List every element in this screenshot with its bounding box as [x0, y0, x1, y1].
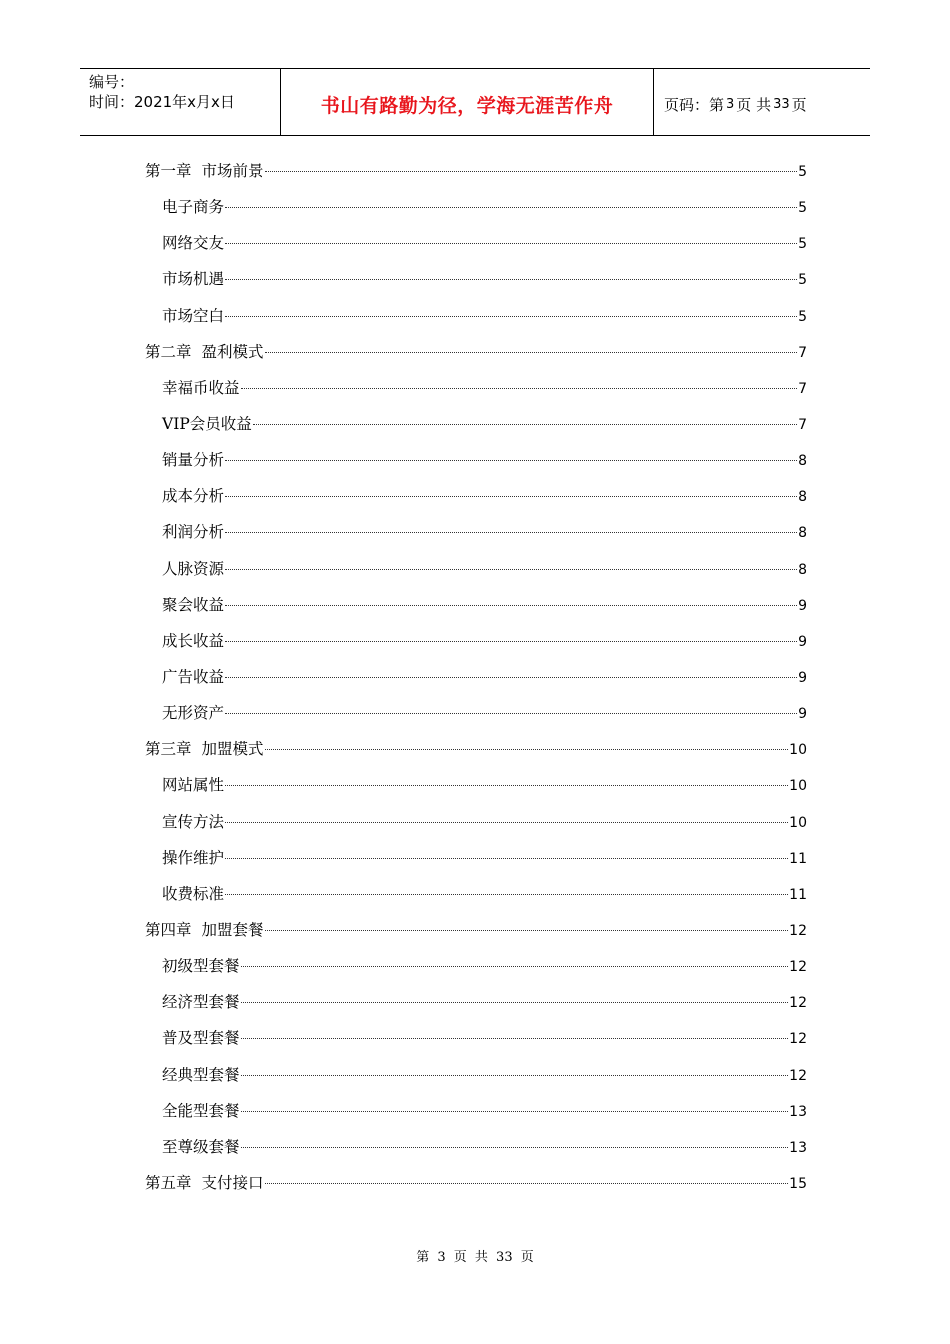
- toc-dot-leader: [241, 1038, 789, 1039]
- toc-entry-title: [162, 483, 224, 509]
- toc-section-entry[interactable]: [145, 628, 807, 664]
- toc-dot-leader: [225, 894, 788, 895]
- toc-page-number: 7: [798, 344, 807, 361]
- toc-section-entry[interactable]: [145, 375, 807, 411]
- toc-page-number: 10: [789, 778, 807, 795]
- toc-entry-title: [162, 230, 224, 256]
- toc-page-number: 11: [789, 886, 807, 903]
- toc-dot-leader: [225, 496, 797, 497]
- header-motto: 书山有路勤为径，学海无涯苦作舟: [320, 94, 614, 117]
- toc-page-number: 13: [789, 1139, 807, 1156]
- toc-section-entry[interactable]: [145, 592, 807, 628]
- toc-dot-leader: [265, 930, 789, 931]
- toc-entry-label: 人脉资源: [162, 559, 225, 578]
- toc-dot-leader: [241, 388, 798, 389]
- toc-dot-leader: [225, 279, 797, 280]
- page-header: [80, 68, 870, 136]
- toc-entry-title: [162, 556, 224, 582]
- page-current: 3: [726, 96, 735, 112]
- toc-page-number: 12: [789, 959, 807, 976]
- toc-section-entry[interactable]: [145, 230, 807, 266]
- toc-page-number: 8: [798, 453, 807, 470]
- toc-entry-subtitle: 加盟模式: [201, 740, 264, 759]
- toc-dot-leader: [225, 713, 797, 714]
- toc-section-entry[interactable]: [145, 664, 807, 700]
- toc-section-entry[interactable]: [145, 953, 807, 989]
- toc-entry-label: VIP会员收益: [162, 414, 252, 433]
- toc-entry-title: [162, 266, 224, 292]
- toc-entry-label: 电子商务: [162, 198, 225, 217]
- toc-page-number: 9: [798, 706, 807, 723]
- toc-page-number: 7: [798, 380, 807, 397]
- toc-entry-title: [162, 700, 224, 726]
- toc-page-number: 12: [789, 922, 807, 939]
- toc-entry-label: 第五章: [145, 1173, 192, 1192]
- toc-page-number: 7: [798, 416, 807, 433]
- toc-dot-leader: [225, 532, 797, 533]
- toc-entry-title: [162, 519, 224, 545]
- header-motto-cell: [281, 69, 654, 135]
- toc-dot-leader: [265, 352, 798, 353]
- toc-section-entry[interactable]: [145, 447, 807, 483]
- toc-entry-title: [162, 809, 224, 835]
- toc-entry-title: [162, 953, 240, 979]
- toc-dot-leader: [225, 605, 797, 606]
- toc-page-number: 10: [789, 814, 807, 831]
- toc-entry-title: [145, 1170, 264, 1196]
- toc-entry-title: [162, 592, 224, 618]
- toc-entry-title: [162, 303, 224, 329]
- toc-entry-label: 第三章: [145, 740, 192, 759]
- toc-section-entry[interactable]: [145, 1134, 807, 1170]
- toc-page-number: 13: [789, 1103, 807, 1120]
- toc-entry-title: [162, 628, 224, 654]
- toc-page-number: 9: [798, 597, 807, 614]
- toc-entry-label: 利润分析: [162, 523, 225, 542]
- toc-section-entry[interactable]: [145, 1025, 807, 1061]
- toc-section-entry[interactable]: [145, 1062, 807, 1098]
- toc-entry-title: [162, 1025, 240, 1051]
- toc-page-number: 8: [798, 489, 807, 506]
- toc-section-entry[interactable]: [145, 194, 807, 230]
- page-suffix: 页: [791, 95, 807, 114]
- toc-page-number: 9: [798, 669, 807, 686]
- toc-dot-leader: [225, 858, 788, 859]
- toc-entry-label: 操作维护: [162, 848, 225, 867]
- toc-page-number: 8: [798, 561, 807, 578]
- page-mid: 页 共: [736, 95, 772, 114]
- toc-entry-label: 网络交友: [162, 234, 225, 253]
- header-meta: [80, 69, 281, 135]
- toc-entry-title: [162, 989, 240, 1015]
- toc-page-number: 5: [798, 272, 807, 289]
- toc-page-number: 12: [789, 1031, 807, 1048]
- toc-entry-label: 第一章: [145, 162, 192, 180]
- toc-dot-leader: [225, 460, 797, 461]
- header-page-indicator: [654, 69, 870, 135]
- toc-entry-label: 至尊级套餐: [162, 1137, 240, 1156]
- toc-page-number: 15: [789, 1175, 807, 1192]
- toc-dot-leader: [225, 569, 797, 570]
- toc-entry-label: 第二章: [145, 342, 192, 361]
- toc-section-entry[interactable]: [145, 989, 807, 1025]
- toc-chapter-entry[interactable]: [145, 339, 807, 375]
- toc-entry-label: 宣传方法: [162, 812, 225, 831]
- toc-entry-title: [162, 664, 224, 690]
- toc-page-number: 11: [789, 850, 807, 867]
- page-prefix: 页码：第: [664, 95, 725, 114]
- toc-chapter-entry[interactable]: [145, 1170, 807, 1206]
- toc-entry-title: [162, 845, 224, 871]
- toc-entry-label: 成本分析: [162, 487, 225, 506]
- page-total: 33: [773, 96, 790, 112]
- toc-section-entry[interactable]: [145, 772, 807, 808]
- toc-entry-label: 经典型套餐: [162, 1065, 240, 1084]
- toc-section-entry[interactable]: [145, 881, 807, 917]
- toc-entry-label: 市场机遇: [162, 270, 225, 289]
- toc-page-number: 9: [798, 633, 807, 650]
- toc-dot-leader: [253, 424, 797, 425]
- toc-section-entry[interactable]: [145, 483, 807, 519]
- toc-entry-label: 第四章: [145, 920, 192, 939]
- toc-dot-leader: [241, 1002, 789, 1003]
- page-footer: 第 3 页 共 33 页: [416, 1250, 534, 1265]
- toc-entry-label: 普及型套餐: [162, 1029, 240, 1048]
- toc-page-number: 5: [798, 308, 807, 325]
- toc-page-number: 8: [798, 525, 807, 542]
- toc-section-entry[interactable]: [145, 411, 807, 447]
- toc-entry-label: 经济型套餐: [162, 993, 240, 1012]
- toc-entry-title: [162, 1134, 240, 1160]
- toc-page-number: 10: [789, 742, 807, 759]
- toc-entry-label: 初级型套餐: [162, 957, 240, 976]
- toc-page-number: 5: [798, 236, 807, 253]
- toc-dot-leader: [265, 1183, 789, 1184]
- toc-dot-leader: [265, 749, 789, 750]
- toc-dot-leader: [241, 1111, 789, 1112]
- toc-entry-subtitle: 支付接口: [201, 1173, 264, 1192]
- table-of-contents: [145, 158, 807, 1206]
- toc-section-entry[interactable]: [145, 519, 807, 555]
- toc-section-entry[interactable]: [145, 700, 807, 736]
- toc-entry-title: [145, 736, 264, 762]
- document-number-label: 编号：: [89, 73, 135, 91]
- toc-section-entry[interactable]: [145, 556, 807, 592]
- toc-dot-leader: [225, 641, 797, 642]
- toc-dot-leader: [241, 966, 789, 967]
- toc-dot-leader: [225, 785, 788, 786]
- toc-entry-label: 聚会收益: [162, 595, 225, 614]
- toc-dot-leader: [225, 316, 797, 317]
- toc-entry-title: [162, 1098, 240, 1124]
- toc-chapter-entry[interactable]: [145, 917, 807, 953]
- toc-entry-subtitle: 加盟套餐: [201, 920, 264, 939]
- toc-entry-title: [162, 375, 240, 401]
- toc-chapter-entry[interactable]: [145, 736, 807, 772]
- toc-entry-label: 市场空白: [162, 306, 225, 325]
- toc-section-entry[interactable]: [145, 845, 807, 881]
- toc-entry-title: [162, 447, 224, 473]
- toc-entry-label: 幸福币收益: [162, 378, 240, 397]
- toc-dot-leader: [225, 822, 788, 823]
- toc-page-number: 12: [789, 1067, 807, 1084]
- toc-dot-leader: [241, 1147, 789, 1148]
- toc-section-entry[interactable]: [145, 266, 807, 302]
- toc-dot-leader: [241, 1075, 789, 1076]
- document-date: 时间：2021年x月x日: [89, 93, 235, 111]
- toc-dot-leader: [225, 207, 797, 208]
- toc-entry-title: [145, 917, 264, 943]
- toc-entry-title: [162, 411, 252, 437]
- toc-chapter-entry[interactable]: [145, 158, 807, 194]
- toc-entry-label: 销量分析: [162, 451, 225, 470]
- toc-entry-subtitle: 盈利模式: [201, 342, 264, 361]
- toc-dot-leader: [225, 677, 797, 678]
- toc-entry-label: 收费标准: [162, 884, 225, 903]
- toc-entry-label: 广告收益: [162, 667, 225, 686]
- toc-entry-label: 网站属性: [162, 776, 225, 795]
- toc-page-number: 5: [798, 200, 807, 217]
- toc-entry-subtitle: 市场前景: [201, 162, 264, 180]
- toc-entry-label: 成长收益: [162, 631, 225, 650]
- toc-page-number: 12: [789, 995, 807, 1012]
- toc-section-entry[interactable]: [145, 809, 807, 845]
- toc-entry-title: [162, 881, 224, 907]
- toc-section-entry[interactable]: [145, 303, 807, 339]
- toc-entry-title: [162, 1062, 240, 1088]
- toc-entry-title: [145, 339, 264, 365]
- toc-page-number: 5: [798, 164, 807, 180]
- toc-dot-leader: [225, 243, 797, 244]
- toc-entry-title: [162, 772, 224, 798]
- toc-entry-title: [162, 194, 224, 220]
- toc-entry-label: 无形资产: [162, 704, 225, 723]
- toc-section-entry[interactable]: [145, 1098, 807, 1134]
- toc-dot-leader: [265, 171, 798, 172]
- toc-entry-title: [145, 158, 264, 184]
- toc-entry-label: 全能型套餐: [162, 1101, 240, 1120]
